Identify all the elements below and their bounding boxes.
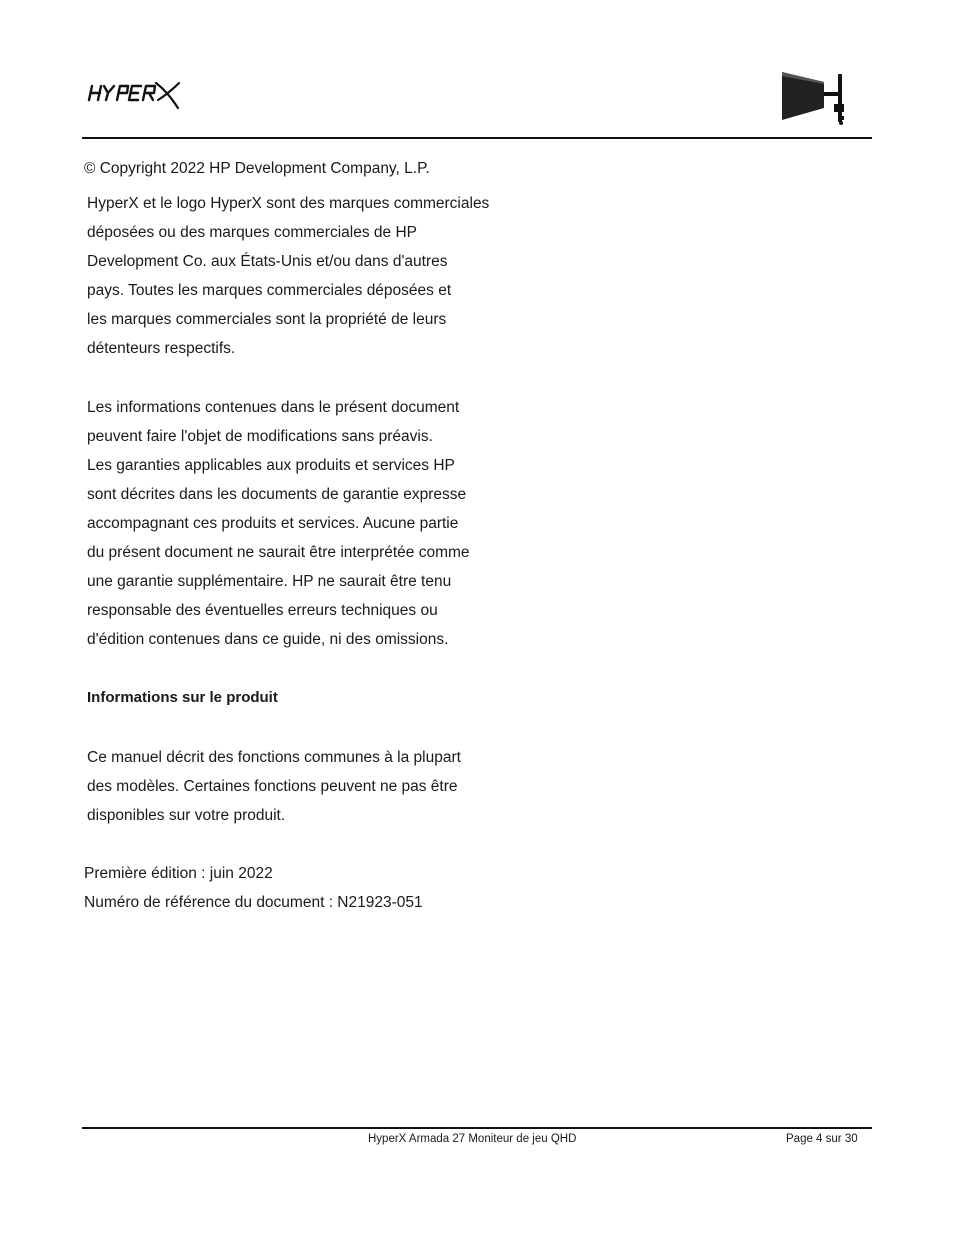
product-info-paragraph xyxy=(87,743,557,830)
text-line: les marques commerciales sont la propriété de leurs xyxy=(87,311,447,328)
text-line: une garantie supplémentaire. HP ne saurait être tenu xyxy=(87,573,452,590)
product-info-heading: Informations sur le produit xyxy=(87,689,278,706)
text-line: des modèles. Certaines fonctions peuvent ne pas être xyxy=(87,778,458,795)
text-line: Development Co. aux États-Unis et/ou dans d'autres xyxy=(87,253,448,270)
hyperx-logo xyxy=(86,80,182,110)
text-line: déposées ou des marques commerciales de HP xyxy=(87,224,417,241)
edition-info xyxy=(84,859,423,917)
footer-divider xyxy=(82,1127,872,1129)
text-line: Ce manuel décrit des fonctions communes à la plupart xyxy=(87,749,461,766)
text-line: d'édition contenues dans ce guide, ni des omissions. xyxy=(87,631,449,648)
text-line: responsable des éventuelles erreurs techniques ou xyxy=(87,602,438,619)
header-divider xyxy=(82,137,872,139)
trademark-paragraph xyxy=(87,189,557,363)
footer-document-title: HyperX Armada 27 Moniteur de jeu QHD xyxy=(368,1133,577,1145)
text-line: accompagnant ces produits et services. Aucune partie xyxy=(87,515,459,532)
text-line: peuvent faire l'objet de modifications sans préavis. xyxy=(87,428,433,445)
footer-page-number: Page 4 sur 30 xyxy=(786,1133,858,1145)
text-line: Les garanties applicables aux produits et services HP xyxy=(87,457,455,474)
text-line: sont décrites dans les documents de garantie expresse xyxy=(87,486,467,503)
text-line: Les informations contenues dans le présent document xyxy=(87,399,460,416)
copyright-notice: © Copyright 2022 HP Development Company, L.P. xyxy=(84,160,430,177)
document-reference-number: Numéro de référence du document : N21923-051 xyxy=(84,894,423,911)
text-line: détenteurs respectifs. xyxy=(87,340,236,357)
text-line: HyperX et le logo HyperX sont des marques commerciales xyxy=(87,195,490,212)
text-line: pays. Toutes les marques commerciales déposées et xyxy=(87,282,452,299)
monitor-clamp-mount-icon xyxy=(778,70,850,126)
first-edition: Première édition : juin 2022 xyxy=(84,865,273,882)
disclaimer-paragraph xyxy=(87,393,557,654)
text-line: du présent document ne saurait être interprétée comme xyxy=(87,544,470,561)
text-line: disponibles sur votre produit. xyxy=(87,807,286,824)
